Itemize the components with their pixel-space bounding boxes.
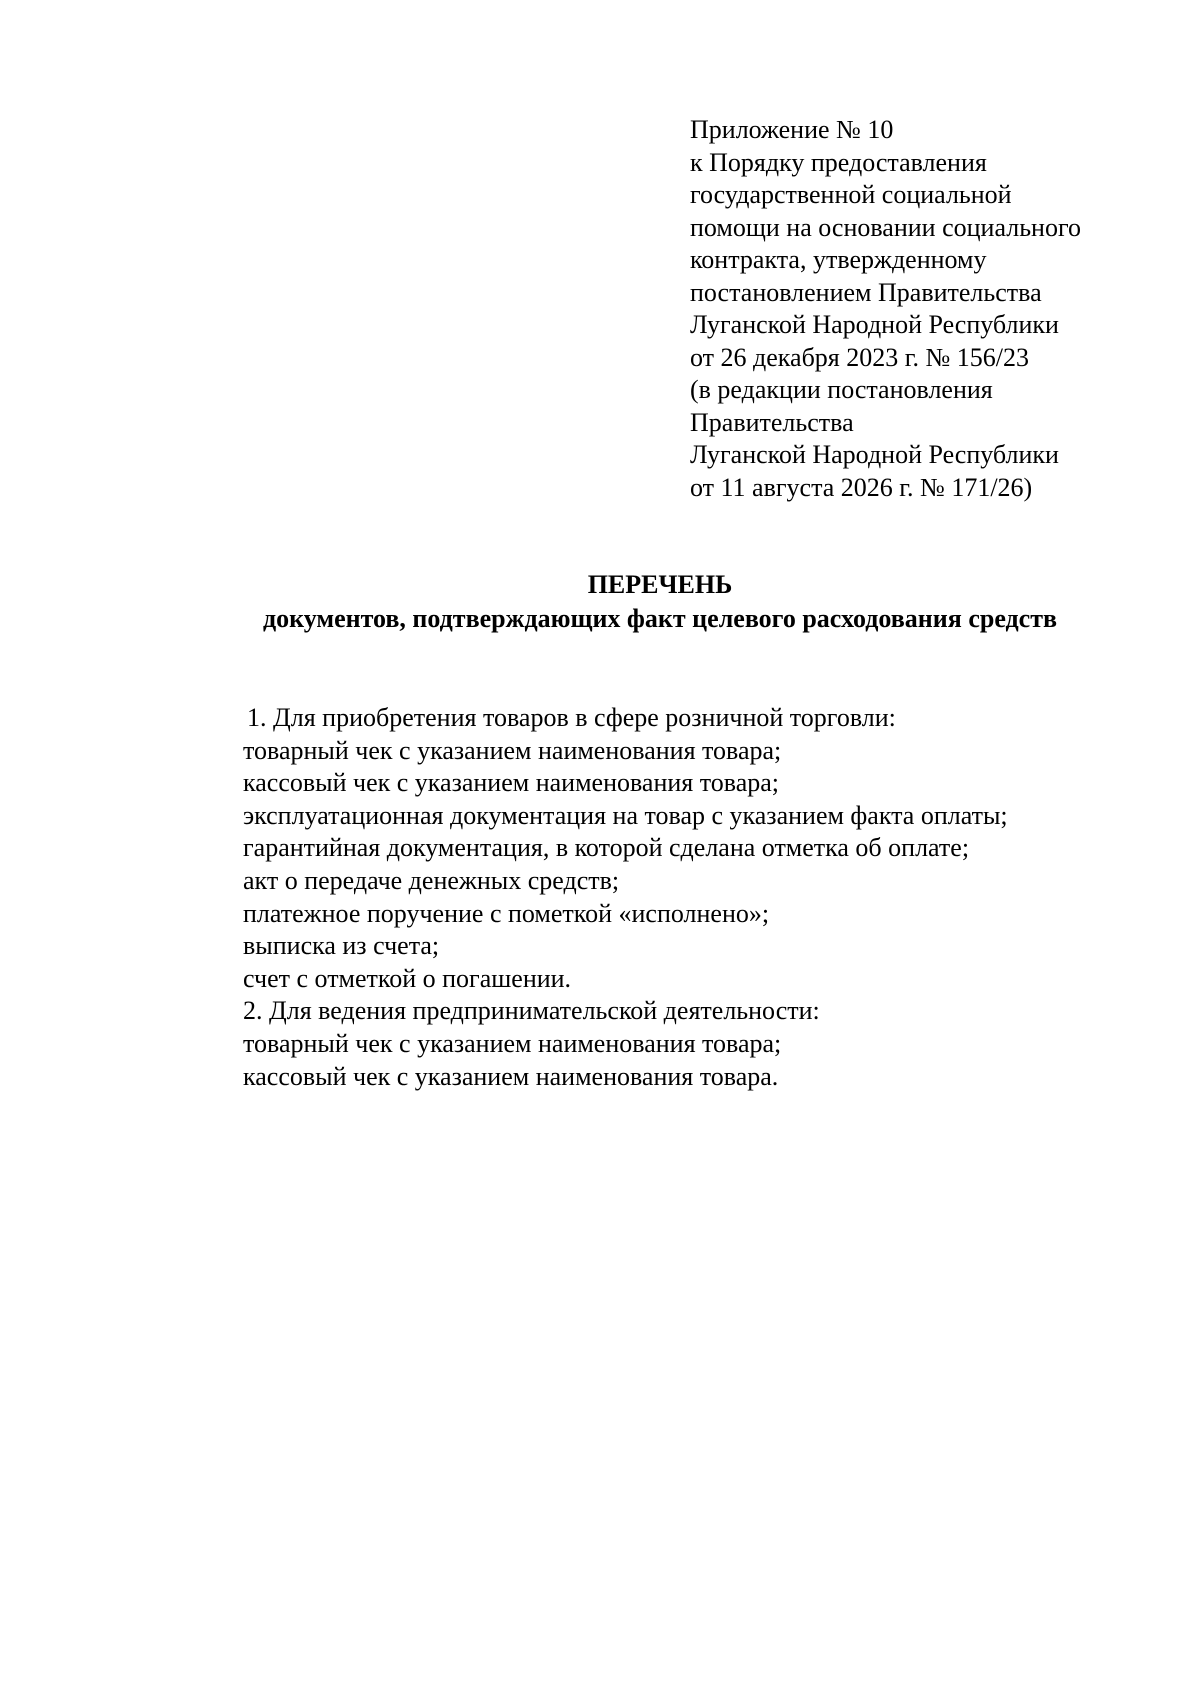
appendix-line: Приложение № 10	[690, 115, 894, 144]
title-heading: ПЕРЕЧЕНЬ	[587, 570, 733, 599]
list-item: эксплуатационная документация на товар с указанием факта оплаты;	[243, 800, 1008, 830]
section-2-heading: 2. Для ведения предпринимательской деятельности:	[243, 996, 820, 1026]
appendix-line: государственной социальной	[690, 180, 1012, 209]
section-1-heading: 1. Для приобретения товаров в сфере розничной торговли:	[247, 703, 896, 732]
list-item: гарантийная документация, в которой сделана отметка об оплате;	[243, 833, 970, 863]
appendix-line: от 11 августа 2026 г. № 171/26)	[690, 472, 1033, 502]
document-body	[243, 702, 1143, 1093]
appendix-header	[690, 114, 1160, 504]
appendix-line: Правительства	[690, 407, 854, 437]
appendix-line: от 26 декабря 2023 г. № 156/23	[690, 342, 1030, 372]
appendix-line: Луганской Народной Республики	[690, 440, 1059, 469]
list-item: платежное поручение с пометкой «исполнено»;	[243, 898, 770, 928]
list-item: товарный чек с указанием наименования товара;	[243, 1028, 782, 1058]
document-title	[0, 568, 1200, 636]
appendix-line: постановлением Правительства	[690, 277, 1042, 307]
list-item: кассовый чек с указанием наименования товара.	[243, 1061, 779, 1091]
appendix-line: Луганской Народной Республики	[690, 310, 1059, 339]
appendix-line: контракта, утвержденному	[690, 245, 987, 274]
list-item: акт о передаче денежных средств;	[243, 865, 620, 895]
list-item: кассовый чек с указанием наименования товара;	[243, 768, 780, 798]
appendix-line: (в редакции постановления	[690, 375, 993, 404]
list-item: товарный чек с указанием наименования товара;	[243, 735, 782, 765]
list-item: счет с отметкой о погашении.	[243, 963, 572, 993]
appendix-line: к Порядку предоставления	[690, 147, 987, 177]
list-item: выписка из счета;	[243, 931, 440, 961]
appendix-line: помощи на основании социального	[690, 212, 1081, 242]
title-subheading: документов, подтверждающих факт целевого расходования средств	[262, 604, 1058, 633]
